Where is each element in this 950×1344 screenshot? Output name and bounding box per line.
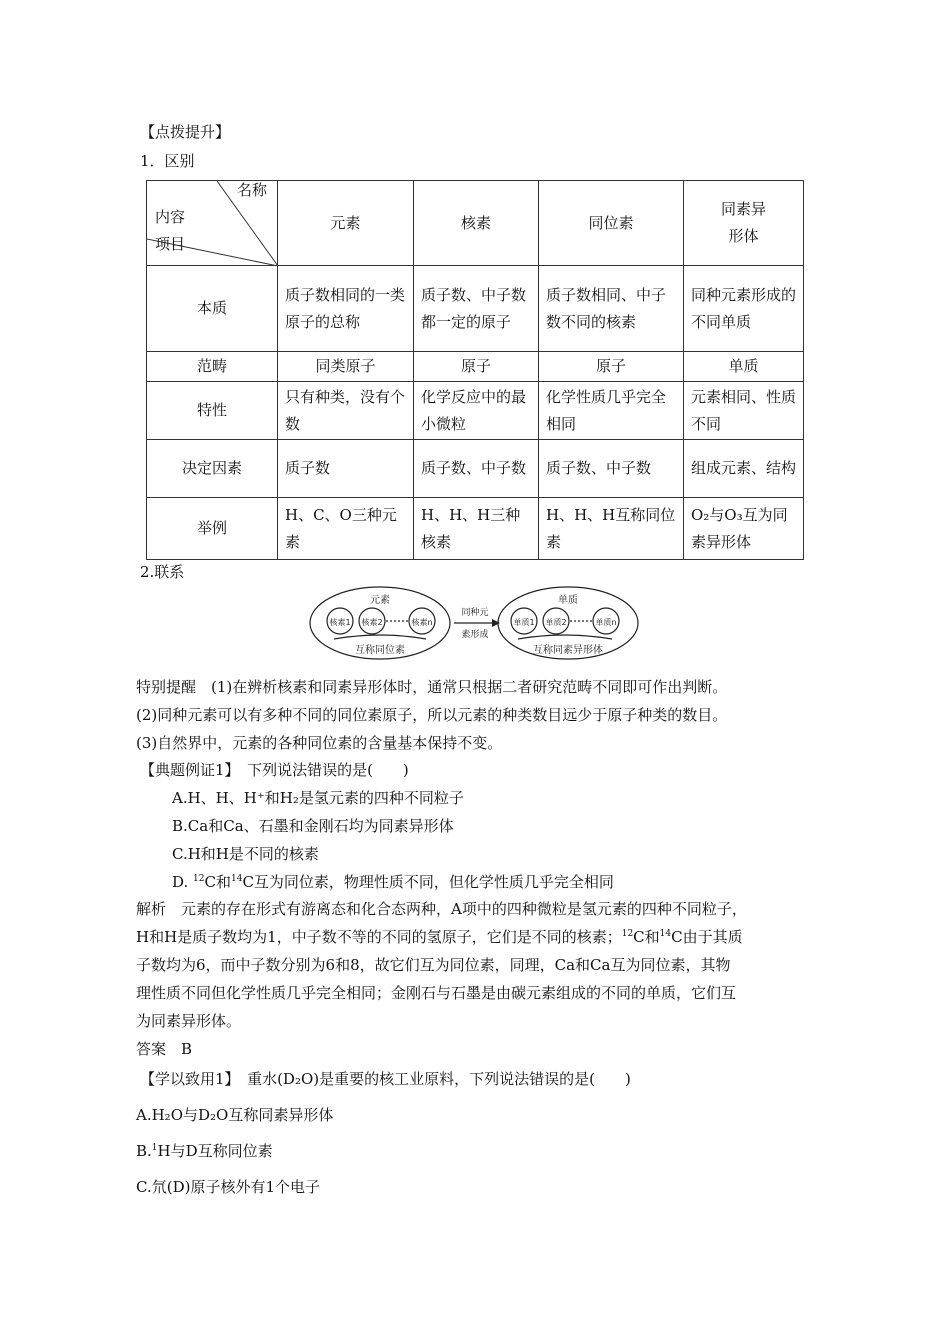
relationship-diagram xyxy=(306,585,646,665)
practice-label: 【学以致用1】 xyxy=(140,1070,233,1088)
analysis-line-3: 子数均为6，而中子数分别为6和8，故它们互为同位素，同理，Ca和Ca互为同位素，其物 xyxy=(136,956,731,974)
diagram-right-item: 单质1 xyxy=(513,618,535,627)
table-cell: 化学反应中的最小微粒 xyxy=(414,382,539,440)
mass-number: 12 xyxy=(193,874,205,884)
practice-header xyxy=(140,1069,631,1089)
analysis-line-5: 为同素异形体。 xyxy=(136,1012,242,1030)
table-cell: 化学性质几乎完全相同 xyxy=(539,382,684,440)
mass-number: 14 xyxy=(659,929,672,939)
table-cell: 单质 xyxy=(684,352,804,382)
comparison-table xyxy=(146,180,804,560)
analysis-line-2 xyxy=(136,927,743,947)
section-heading: 【点拨提升】 xyxy=(140,123,231,141)
diagram-left-title: 元素 xyxy=(370,595,390,606)
corner-label-item: 项目 xyxy=(155,235,186,253)
row-label: 范畴 xyxy=(147,352,278,382)
diagram-right-title: 单质 xyxy=(558,595,578,606)
analysis-text: H和H是质子数均为1，中子数不等的不同的氢原子，它们是不同的核素； xyxy=(136,928,622,946)
diagram-left-item: 核素2 xyxy=(361,618,383,627)
table-cell: 原子 xyxy=(414,352,539,382)
option-a: A.H、H、H⁺和H₂是氢元素的四种不同粒子 xyxy=(172,789,464,807)
reminder-line-3: (3)自然界中，元素的各种同位素的含量基本保持不变。 xyxy=(136,734,503,752)
analysis-label: 解析 xyxy=(136,900,167,918)
table-cell: 质子数 xyxy=(278,440,414,498)
practice-option-b-text: H与D互称同位素 xyxy=(157,1142,273,1160)
reminder-line-1 xyxy=(136,677,727,697)
table-cell: 质子数、中子数 xyxy=(539,440,684,498)
analysis-text: 元素的存在形式有游离态和化合态两种，A项中的四种微粒是氢元素的四种不同粒子， xyxy=(181,900,747,918)
table-cell: 质子数相同的一类原子的总称 xyxy=(278,266,414,352)
table-cell: H、C、O三种元素 xyxy=(278,498,414,560)
table-cell: 质子数相同、中子数不同的核素 xyxy=(539,266,684,352)
table-cell: H、H、H三种核素 xyxy=(414,498,539,560)
table-cell: 原子 xyxy=(539,352,684,382)
reminder-label: 特别提醒 xyxy=(136,678,197,696)
mass-number: 14 xyxy=(230,874,243,884)
option-d-prefix: D. xyxy=(172,873,189,891)
mass-number: 1 xyxy=(151,1143,158,1153)
table-corner-cell xyxy=(147,181,278,266)
reminder-line-2: (2)同种元素可以有多种不同的同位素原子，所以元素的种类数目远少于原子种类的数目。 xyxy=(136,706,728,724)
table-cell: H、H、H互称同位素 xyxy=(539,498,684,560)
example-header xyxy=(140,760,409,780)
column-header: 同位素 xyxy=(539,181,684,266)
diagram-right-item: 单质n xyxy=(595,618,617,627)
example-question: 下列说法错误的是( ) xyxy=(247,761,409,779)
row-label: 决定因素 xyxy=(147,440,278,498)
answer-value: B xyxy=(181,1040,193,1058)
table-cell: 同类原子 xyxy=(278,352,414,382)
row-label: 举例 xyxy=(147,498,278,560)
mass-number: 12 xyxy=(621,929,634,939)
answer-line xyxy=(136,1039,192,1059)
diagram-right-item: 单质2 xyxy=(545,618,567,627)
column-header: 同素异形体 xyxy=(684,181,804,266)
practice-option-a: A.H₂O与D₂O互称同素异形体 xyxy=(136,1106,334,1124)
table-cell: 质子数、中子数 xyxy=(414,440,539,498)
analysis-text: C由于其质 xyxy=(671,928,743,946)
column-header: 元素 xyxy=(278,181,414,266)
option-b: B.Ca和Ca、石墨和金刚石均为同素异形体 xyxy=(172,817,454,835)
option-d xyxy=(172,872,614,892)
table-cell: 质子数、中子数都一定的原子 xyxy=(414,266,539,352)
table-cell: 只有种类，没有个数 xyxy=(278,382,414,440)
option-d-text: C互为同位素，物理性质不同，但化学性质几乎完全相同 xyxy=(242,873,614,891)
table-cell: 元素相同、性质不同 xyxy=(684,382,804,440)
diagram-right-caption: 互称同素异形体 xyxy=(533,645,603,656)
practice-option-c: C.氘(D)原子核外有1个电子 xyxy=(136,1178,320,1196)
section-1-title: 1．区别 xyxy=(140,152,195,170)
analysis-line-4: 理性质不同但化学性质几乎完全相同；金刚石与石墨是由碳元素组成的不同的单质，它们互 xyxy=(136,984,737,1002)
practice-option-b-prefix: B. xyxy=(136,1142,152,1160)
option-c: C.H和H是不同的核素 xyxy=(172,845,319,863)
row-label: 特性 xyxy=(147,382,278,440)
table-cell: 同种元素形成的不同单质 xyxy=(684,266,804,352)
section-2-title: 2.联系 xyxy=(140,563,185,581)
row-label: 本质 xyxy=(147,266,278,352)
diagram-arrow-label: 素形成 xyxy=(461,630,489,640)
practice-question: 重水(D₂O)是重要的核工业原料，下列说法错误的是( ) xyxy=(247,1070,631,1088)
answer-label: 答案 xyxy=(136,1040,167,1058)
analysis-line-1 xyxy=(136,899,747,919)
table-cell: O₂与O₃互为同素异形体 xyxy=(684,498,804,560)
diagram-left-item: 核素1 xyxy=(329,618,351,627)
column-header: 核素 xyxy=(414,181,539,266)
analysis-text: C和 xyxy=(633,928,660,946)
practice-option-b xyxy=(136,1141,273,1161)
reminder-text: (1)在辨析核素和同素异形体时，通常只根据二者研究范畴不同即可作出判断。 xyxy=(211,678,728,696)
option-d-text: C和 xyxy=(204,873,231,891)
example-label: 【典题例证1】 xyxy=(140,761,233,779)
diagram-left-caption: 互称同位素 xyxy=(355,645,405,656)
diagram-left-item: 核素n xyxy=(411,618,433,627)
corner-label-name: 名称 xyxy=(237,181,268,199)
diagram-arrow-label: 同种元 xyxy=(461,608,489,618)
table-cell: 组成元素、结构 xyxy=(684,440,804,498)
corner-label-content: 内容 xyxy=(155,208,186,226)
